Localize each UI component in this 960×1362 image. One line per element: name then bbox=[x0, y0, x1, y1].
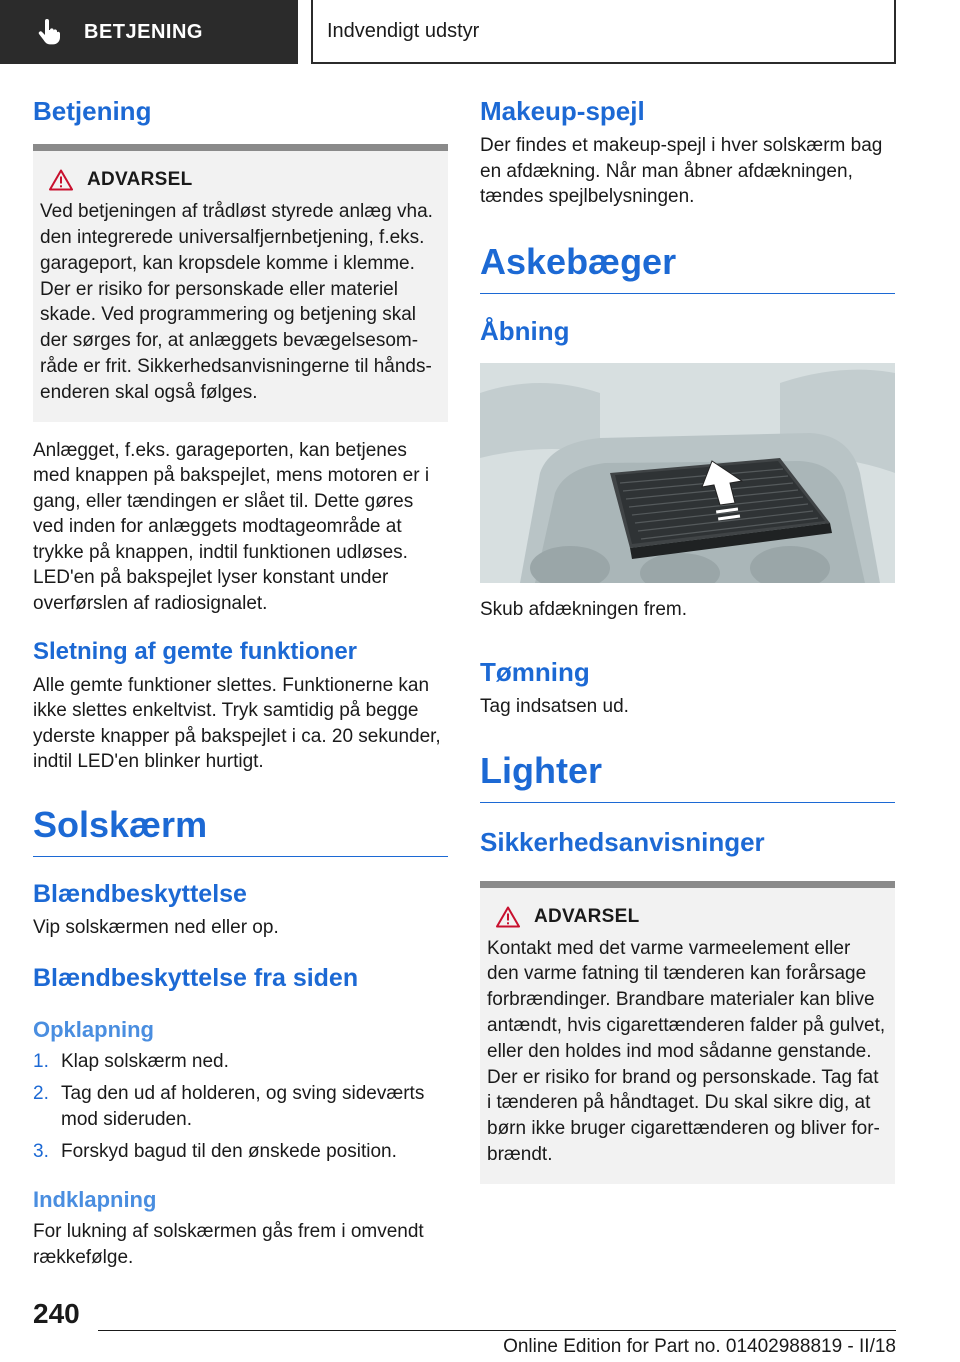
list-item bbox=[33, 1139, 448, 1165]
footer-divider bbox=[98, 1330, 896, 1331]
sikkerhedsanvisninger-heading: Sikkerhedsanvisninger bbox=[480, 827, 765, 858]
right-column bbox=[480, 96, 895, 1184]
list-item bbox=[33, 1081, 448, 1132]
paragraph-blaendbeskyttelse: Vip solskærmen ned eller op. bbox=[33, 917, 279, 939]
askebaeger-heading: Askebæger bbox=[480, 240, 895, 294]
warning-text: Kontakt med det varme varmeelement eller den varme fatning til tænderen kan forårsage forbrændinger. Brandbare materialer kan blive antændt, hvis cigarettænderen falder på gulvet, eller den holdes ind mod sådanne genstande. Der er risiko for brand og personskade. Tag fat i tænderen på håndtaget. Du skal sikre dig, at børn ikke bruger cigarettænderen og bliver forbrændt. bbox=[487, 937, 886, 1165]
chapter-title: BETJENING bbox=[84, 20, 203, 43]
step-text: Klap solskærm ned. bbox=[61, 1050, 229, 1072]
warning-header bbox=[40, 169, 440, 191]
betjening-heading: Betjening bbox=[33, 96, 152, 126]
aabning-heading: Åbning bbox=[480, 315, 570, 346]
warning-label: ADVARSEL bbox=[534, 905, 640, 927]
paragraph-tomning: Tag indsatsen ud. bbox=[480, 695, 629, 717]
paragraph-betjening: Anlægget, f.eks. garageporten, kan betjenes med knappen på bakspejlet, mens motoren er i gang, eller tændingen er slået til. Dette gøres ved inden for anlæggets modtageområde at trykke på knappen, indtil funktionen udløses. LED'en på bakspejlet lyser konstant under overførslen af radiosignalet. bbox=[33, 439, 430, 614]
step-text: Tag den ud af holderen, og sving sideværts mod sideruden. bbox=[61, 1083, 425, 1130]
blaendbeskyttelse-heading: Blændbeskyttelse bbox=[33, 880, 247, 909]
list-item bbox=[33, 1049, 448, 1075]
left-column bbox=[33, 96, 448, 1270]
warning-triangle-icon bbox=[49, 169, 73, 191]
step-number: 3. bbox=[33, 1141, 49, 1163]
opklapning-steps bbox=[33, 1049, 448, 1165]
warning-box bbox=[33, 144, 448, 421]
chapter-tab bbox=[0, 0, 298, 64]
warning-header bbox=[487, 906, 887, 928]
warning-box bbox=[480, 881, 895, 1184]
sletning-heading: Sletning af gemte funktioner bbox=[33, 638, 358, 666]
paragraph-indklapning: For lukning af solskærmen gås frem i omvendt rækkefølge. bbox=[33, 1221, 424, 1268]
ashtray-figure bbox=[480, 363, 895, 583]
warning-text: Ved betjeningen af trådløst styrede anlæg vha. den integrerede universalfjernbetjening, f.eks. garageport, kan kropsdele komme i klemme. Der er risiko for personskade eller materiel skade. Ved programmering og betjening skal der sørges for, at anlæggets bevægelsesområde er frit. Sikkerhedsanvisningerne til håndsenderen skal også følges. bbox=[40, 201, 433, 403]
section-title: Indvendigt udstyr bbox=[327, 19, 480, 42]
makeup-heading: Makeup-spejl bbox=[480, 96, 645, 126]
figure-caption: Skub afdækningen frem. bbox=[480, 599, 688, 621]
paragraph-makeup: Der findes et makeup-spejl i hver solskærm bag en afdækning. Når man åbner afdækningen, tændes spejlbelysningen. bbox=[480, 135, 883, 208]
ashtray-illustration bbox=[480, 363, 895, 583]
indklapning-heading: Indklapning bbox=[33, 1186, 157, 1212]
warning-label: ADVARSEL bbox=[87, 169, 193, 191]
step-number: 2. bbox=[33, 1083, 49, 1105]
page-number: 240 bbox=[33, 1298, 80, 1329]
edition-text: Online Edition for Part no. 01402988819 - II/18 bbox=[503, 1336, 896, 1357]
solskaerm-heading: Solskærm bbox=[33, 803, 448, 857]
section-header bbox=[311, 0, 896, 64]
hand-pointer-icon bbox=[38, 19, 60, 45]
step-text: Forskyd bagud til den ønskede position. bbox=[61, 1141, 397, 1163]
warning-triangle-icon bbox=[496, 906, 520, 928]
step-number: 1. bbox=[33, 1050, 49, 1072]
lighter-heading: Lighter bbox=[480, 749, 895, 803]
paragraph-sletning: Alle gemte funktioner slettes. Funktionerne kan ikke slettes enkeltvist. Tryk samtidig på begge yderste knapper på bakspejlet i ca. 20 sekunder, indtil LED'en blinker hurtigt. bbox=[33, 674, 441, 773]
blaendbeskyttelse-siden-heading: Blændbeskyttelse fra siden bbox=[33, 963, 359, 992]
opklapning-heading: Opklapning bbox=[33, 1016, 154, 1042]
tomning-heading: Tømning bbox=[480, 656, 590, 687]
